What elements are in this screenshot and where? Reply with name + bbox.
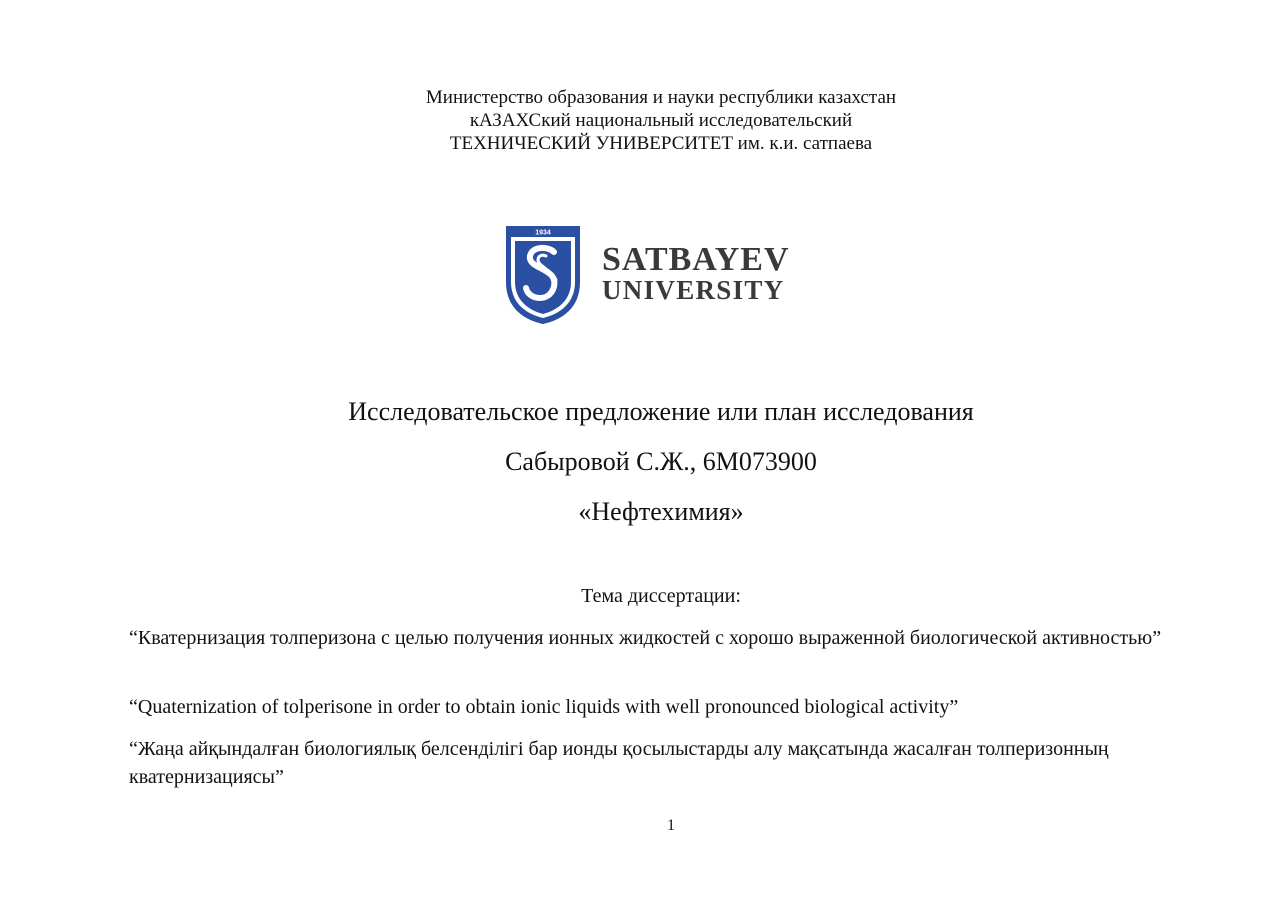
header-line-2: кАЗАХСкий национальный исследовательский	[469, 110, 853, 131]
document-title: Исследовательское предложение или план исследования	[348, 397, 974, 426]
page-number: 1	[667, 817, 675, 834]
topic-label: Тема диссертации:	[581, 585, 741, 607]
logo-wordmark	[602, 241, 790, 305]
topic-kazakh: “Жаңа айқындалған биологиялық белсенділігі бар ионды қосылыстарды алу мақсатында жасалған толперизонның кватернизациясы”	[129, 738, 1109, 788]
university-emblem-icon	[502, 222, 584, 326]
logo-year: 1934	[535, 229, 551, 237]
ministry-header	[0, 86, 1280, 155]
university-logo	[502, 222, 842, 326]
topic-english: “Quaternization of tolperisone in order to obtain ionic liquids with well pronounced biological activity”	[129, 696, 959, 718]
header-line-1: Министерство образования и науки республики казахстан	[425, 87, 897, 108]
logo-line-2: UNIVERSITY	[602, 275, 785, 305]
header-line-3: ТЕХНИЧЕСКИЙ УНИВЕРСИТЕТ им. к.и. сатпаева	[449, 133, 873, 154]
topic-russian: “Кватернизация толперизона с целью получения ионных жидкостей с хорошо выраженной биологической активностью”	[129, 627, 1162, 649]
logo-line-1: SATBAYEV	[602, 241, 790, 278]
specialty-line: «Нефтехимия»	[578, 497, 744, 526]
author-line: Сабыровой С.Ж., 6М073900	[505, 447, 817, 476]
